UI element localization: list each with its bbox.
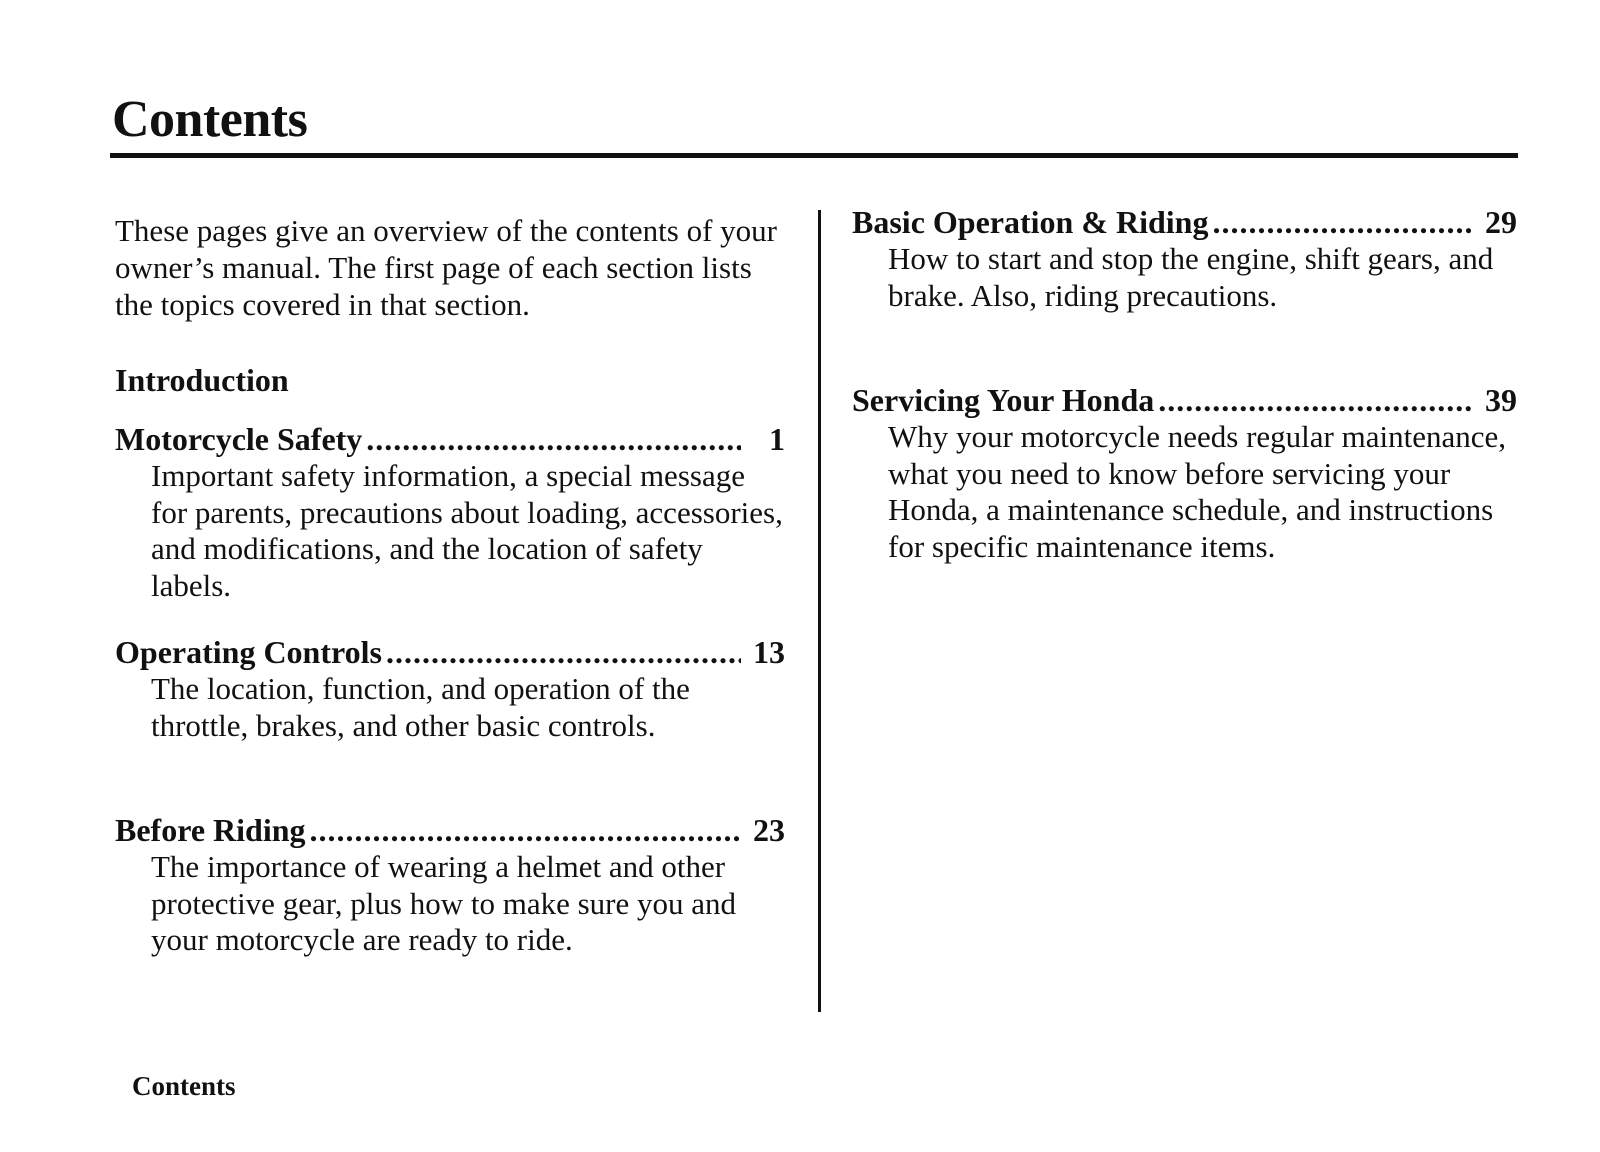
- toc-entry-page: 23: [753, 812, 785, 848]
- toc-entry-description: Why your motorcycle needs regular maintenance, what you need to know before servicing your Honda, a maintenance schedule, and instructions for specific maintenance items.: [888, 419, 1507, 564]
- dot-leader: [310, 811, 741, 849]
- dot-leader: [1158, 381, 1473, 419]
- toc-entry-motorcycle-safety[interactable]: [115, 420, 785, 604]
- toc-entry-description: The location, function, and operation of the throttle, brakes, and other basic controls.: [151, 671, 690, 743]
- toc-entry-page: 13: [753, 634, 785, 670]
- toc-entry-description: How to start and stop the engine, shift gears, and brake. Also, riding precautions.: [888, 241, 1494, 313]
- toc-entry-description: Important safety information, a special message for parents, precautions about loading, accessories, and modifications, and the location of safety labels.: [151, 458, 783, 603]
- toc-entry-page: 1: [769, 421, 785, 457]
- toc-entry-before-riding[interactable]: [115, 811, 785, 959]
- toc-entry-title[interactable]: Motorcycle Safety: [115, 421, 363, 457]
- toc-entry-description: The importance of wearing a helmet and other protective gear, plus how to make sure you and your motorcycle are ready to ride.: [151, 849, 737, 957]
- dot-leader: [366, 420, 741, 458]
- intro-paragraph: These pages give an overview of the contents of your owner’s manual. The first page of each section lists the topics covered in that section.: [115, 213, 777, 322]
- section-heading-introduction: Introduction: [115, 362, 289, 398]
- toc-entry-basic-operation-riding[interactable]: [852, 203, 1517, 314]
- toc-entry-operating-controls[interactable]: [115, 633, 785, 744]
- page-title: Contents: [112, 91, 308, 148]
- toc-entry-page: 29: [1485, 204, 1517, 240]
- toc-entry-title[interactable]: Before Riding: [115, 812, 306, 848]
- dot-leader: [1212, 203, 1473, 241]
- column-divider: [818, 210, 821, 1012]
- dot-leader: [386, 633, 741, 671]
- title-rule: [110, 153, 1518, 158]
- toc-entry-title[interactable]: Servicing Your Honda: [852, 382, 1155, 418]
- toc-entry-title[interactable]: Operating Controls: [115, 634, 382, 670]
- toc-entry-page: 39: [1485, 382, 1517, 418]
- toc-entry-servicing-your-honda[interactable]: [852, 381, 1517, 565]
- page-footer: Contents: [132, 1071, 236, 1101]
- toc-entry-title[interactable]: Basic Operation & Riding: [852, 204, 1209, 240]
